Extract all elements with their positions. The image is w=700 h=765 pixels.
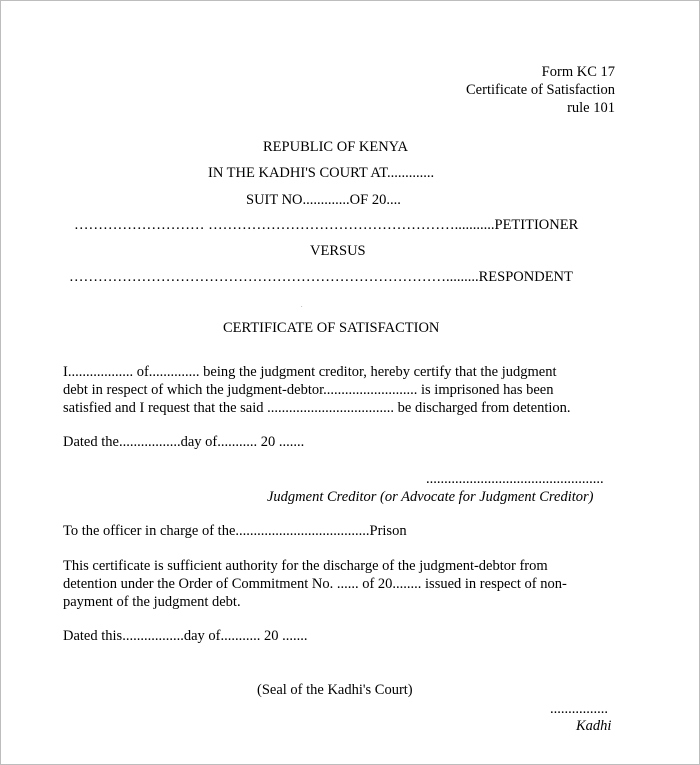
seal-line: (Seal of the Kadhi's Court): [257, 682, 413, 698]
form-header: [466, 63, 615, 117]
signature-dots-kadhi: ................: [550, 701, 608, 717]
officer-line: To the officer in charge of the.....................................Prison: [63, 523, 407, 539]
authority-paragraph: [63, 557, 623, 611]
suit-line: SUIT NO.............OF 20....: [246, 192, 401, 208]
dated-first: Dated the.................day of........... 20 .......: [63, 434, 305, 450]
certification-line-2: debt in respect of which the judgment-debtor.......................... is imprisoned has been: [63, 382, 554, 398]
authority-line-1: This certificate is sufficient authority for the discharge of the judgment-debtor from: [63, 558, 548, 574]
certification-paragraph: [63, 363, 623, 417]
form-rule: rule 101: [567, 100, 615, 116]
respondent-line: …………………………………………………………………….........RESPONDENT: [69, 269, 573, 285]
authority-line-2: detention under the Order of Commitment No. ...... of 20........ issued in respect of non-: [63, 576, 567, 592]
versus-label: VERSUS: [310, 243, 366, 259]
certification-line-3: satisfied and I request that the said ................................... be discharged from detention.: [63, 400, 571, 416]
authority-line-3: payment of the judgment debt.: [63, 594, 241, 610]
certificate-title: CERTIFICATE OF SATISFACTION: [223, 320, 440, 336]
stray-mark: .: [301, 303, 303, 309]
dated-second: Dated this.................day of........... 20 .......: [63, 628, 308, 644]
form-title: Certificate of Satisfaction: [466, 82, 615, 98]
certification-line-1: I.................. of.............. being the judgment creditor, hereby certify that the judgment: [63, 364, 557, 380]
signature-caption-kadhi: Kadhi: [576, 718, 612, 734]
signature-dots-creditor: .................................................: [426, 471, 604, 487]
court-line: IN THE KADHI'S COURT AT.............: [208, 165, 435, 181]
form-number: Form KC 17: [541, 64, 615, 80]
signature-caption-creditor: Judgment Creditor (or Advocate for Judgment Creditor): [267, 489, 594, 505]
republic-heading: REPUBLIC OF KENYA: [263, 139, 409, 155]
petitioner-line: ……………………… ……………………………………………...........PETITIONER: [74, 217, 579, 233]
